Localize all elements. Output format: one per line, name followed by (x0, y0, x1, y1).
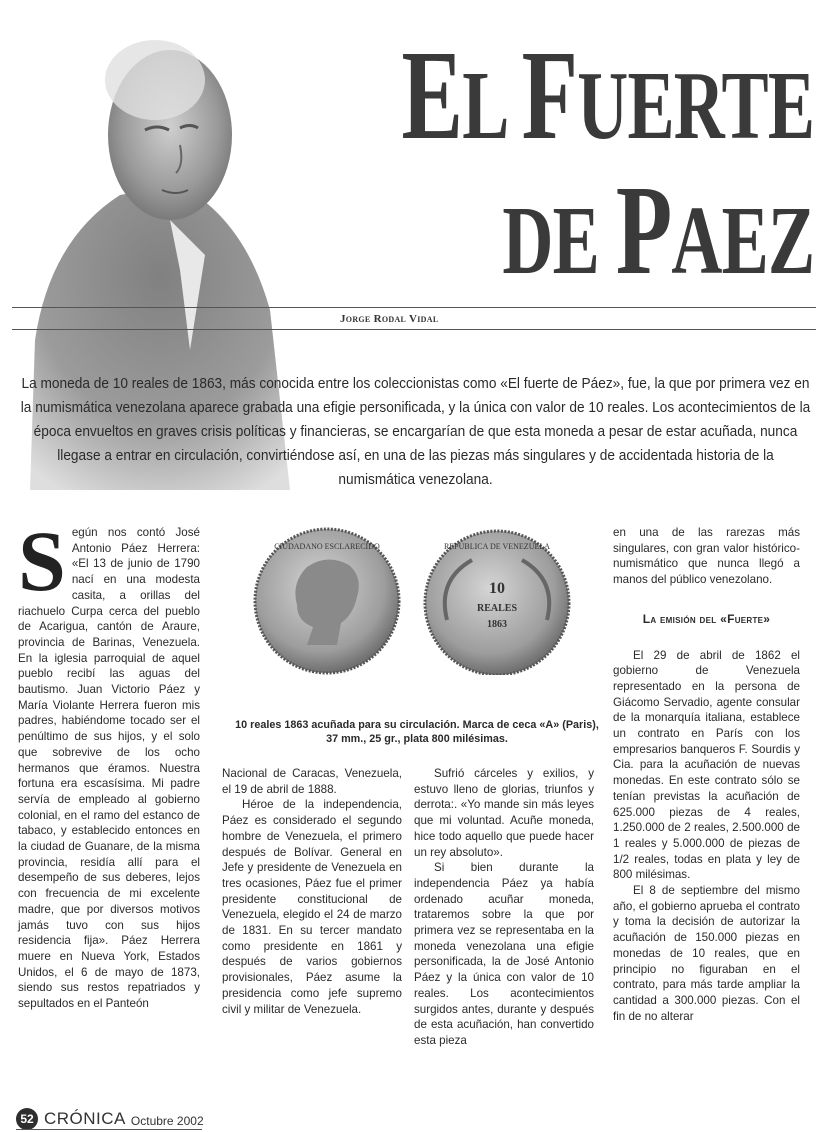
svg-text:REPUBLICA DE VENEZUELA: REPUBLICA DE VENEZUELA (443, 542, 551, 551)
section-subhead: La emisión del «Fuerte» (642, 611, 771, 626)
column-1 (18, 513, 200, 1012)
coin-image (242, 525, 582, 675)
page-number-badge: 52 (16, 1108, 38, 1130)
byline: Jorge Rodal Vidal (340, 313, 439, 325)
coin-caption: 10 reales 1863 acuñada para su circulación. Marca de ceca «A» (Paris), 37 mm., 25 gr., plata 800 milésimas. (235, 719, 599, 745)
issue-date: Octubre 2002 (130, 1114, 204, 1128)
coin-reverse (425, 531, 569, 675)
column-1-text: egún nos contó José Antonio Páez Herrera: «El 13 de junio de 1790 nací en una modesta casita, a orillas del riachuelo Curpa cerca del pueblo de Acarigua, cantón de Araure, provincia de Barinas, Venezuela. En la iglesia parroquial de aquel pueblo recibí las aguas del bautismo. Juan Victorio Páez y María Violante Herrera fueron mis padres, habiéndome tocado ser el penúltimo de sus hijos, y el solo que sobrevive de los ocho hermanos que éramos. Nuestra fortuna era escasísima. Mi padre servía de empleado al gobierno colonial, en el ramo del estanco de tabaco, y establecido entonces en la ciudad de Guanare, de la misma provincia, residía allí para el desempeño de sus deberes, lejos con frecuencia de mi excelente madre, que por diversos motivos jamás tuvo con sus hijos residencia fija». Páez Herrera muere en Nueva York, Estados Unidos, el 6 de mayo de 1873, siendo sus restos repatriados y sepultados en el Panteón (18, 526, 200, 1011)
article-title-line-2: DE PAEZ (501, 159, 814, 301)
svg-text:REALES: REALES (476, 603, 518, 614)
page-footer (16, 1108, 204, 1130)
footer-rule (16, 1129, 202, 1130)
column-3: Sufrió cárceles y exilios, y estuvo lleno de glorias, triunfos y derrota:. «Yo mande sin más leyes que mi voluntad. Acuñe moneda, hice todo aquello que puede hacer un rey absoluto». Si bien durante la independencia Páez ya había ordenado acuñar moneda, trataremos sobre la que por primera vez se representaba en la moneda venezolana una efigie personificada, la de José Antonio Páez y la única con valor de 10 reales. Los acontecimientos surgidos antes, durante y después de esta acuñación, han convertido esta pieza (414, 767, 594, 1047)
svg-text:1863: 1863 (487, 619, 507, 630)
column-4: en una de las rarezas más singulares, con gran valor histórico-numismático que nunca llegó a manos del público venezolano. La emisión del «Fuerte» El 29 de abril de 1862 el gobierno de Venezuela representado en la persona de Giácomo Servadio, agente consular de la monarquía italiana, establece un contrato en París con los empresarios banqueros F. Sourdis y Cia. para la acuñación de nuevas monedas. En este contrato sólo se tenían previstas la acuñación de 625.000 piezas de 4 reales, 1.250.000 de 2 reales, 2.500.000 de 1 reales y 5.000.000 de piezas de 1/2 reales, todas en plata y ley de 800 milésimas. El 8 de septiembre del mismo año, el gobierno aprueba el contrato y toma la decisión de autorizar la acuñación de 150.000 piezas en monedas de 10 reales, que en principio no figuraban en el contrato, para más tarde ampliar la cantidad a 300.000 piezas. Con el fin de no alterar (613, 526, 800, 1023)
byline-rule-top (12, 307, 816, 308)
drop-cap: S (18, 513, 66, 609)
column-2: Nacional de Caracas, Venezuela, el 19 de abril de 1888. Héroe de la independencia, Páez es considerado el segundo hombre de Venezuela, el primero después de Bolívar. General en Jefe y presidente de Venezuela en tres ocasiones, Páez fue el primer presidente constitucional de Venezuela, elegido el 24 de marzo de 1831. En su tercer mandato como presidente en 1861 y después de varios gobiernos provisionales, Páez asume la presidencia como jefe supremo civil y militar de Venezuela. (222, 767, 402, 1016)
magazine-name: CRÓNICA (44, 1109, 126, 1128)
article-title-line-1: EL FUERTE (401, 24, 814, 166)
svg-text:10: 10 (489, 580, 505, 597)
svg-text:CIUDADANO ESCLARECIDO: CIUDADANO ESCLARECIDO (274, 542, 380, 551)
lead-paragraph: La moneda de 10 reales de 1863, más conocida entre los coleccionistas como «El fuerte de Páez», fue, la que por primera vez en la numismática venezolana aparece grabada una efigie personificada, y la única con valor de 10 reales. Los acontecimientos de la época envueltos en graves crisis políticas y financieras, se encargarían de que esta moneda a pesar de estar acuñada, nunca llegase a entrar en circulación, convirtiéndose así, en una de las piezas más singulares y de accidentada historia de la numismática venezolana. (20, 375, 811, 488)
byline-rule-bottom (12, 329, 816, 330)
coin-obverse (255, 529, 399, 673)
